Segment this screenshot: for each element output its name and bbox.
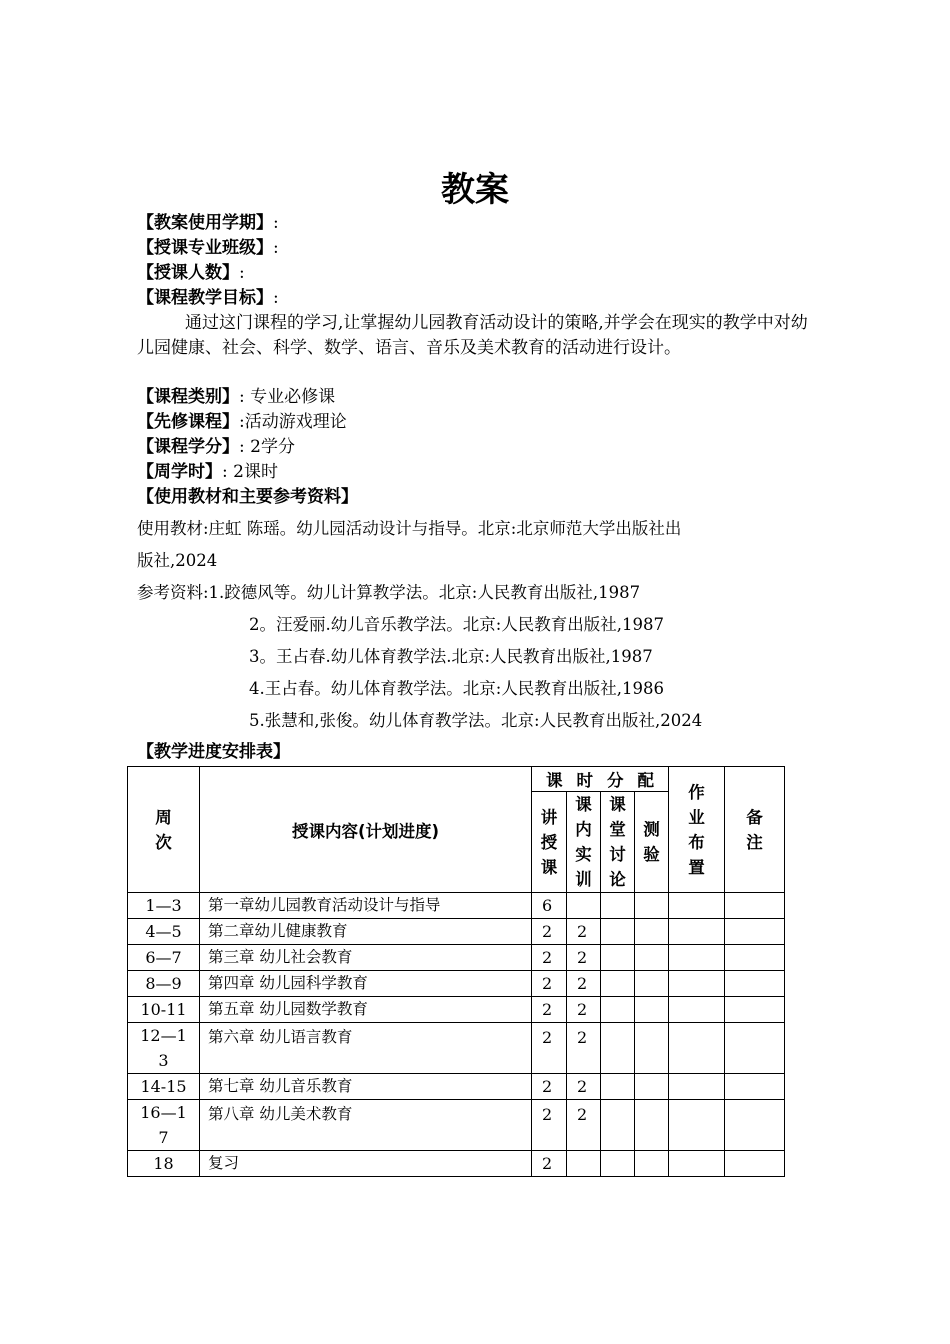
week-cell: 18 — [128, 1151, 200, 1177]
reference-5: 5.张慧和,张俊。幼儿体育教学法。北京:人民教育出版社,2024 — [249, 711, 703, 730]
distribution-header: 课时分配 — [532, 767, 669, 792]
table-row — [128, 945, 785, 971]
homework-header-cell — [669, 767, 725, 893]
table-row — [128, 1023, 785, 1074]
lecture-header: 讲授课 — [540, 807, 558, 877]
practice-cell — [567, 1151, 601, 1177]
test-cell — [635, 971, 669, 997]
count-sep: : — [239, 263, 245, 283]
semester-label: 【教案使用学期】 — [137, 213, 273, 233]
semester-sep: : — [273, 213, 279, 233]
objective-label: 【课程教学目标】 — [137, 288, 273, 308]
week-cell: 14-15 — [128, 1074, 200, 1100]
content-cell: 第五章 幼儿园数学教育 — [200, 997, 532, 1023]
schedule-heading — [137, 740, 290, 765]
lecture-cell: 2 — [532, 945, 567, 971]
materials-heading — [137, 485, 358, 510]
objective-sep: : — [273, 288, 279, 308]
test-header-cell — [635, 792, 669, 893]
hours-label: 【周学时】 — [137, 462, 222, 482]
lecture-cell: 2 — [532, 919, 567, 945]
prereq-label: 【先修课程】 — [137, 412, 239, 432]
textbook-line-2: 版社,2024 — [137, 551, 218, 570]
credit-line — [137, 435, 295, 460]
hours-line — [137, 460, 278, 485]
materials-label: 【使用教材和主要参考资料】 — [137, 487, 358, 507]
test-cell — [635, 919, 669, 945]
credit-label: 【课程学分】 — [137, 437, 239, 457]
homework-cell — [669, 945, 725, 971]
table-row — [128, 893, 785, 919]
practice-cell — [567, 893, 601, 919]
discussion-cell — [601, 919, 635, 945]
discussion-header-cell — [601, 792, 635, 893]
homework-cell — [669, 997, 725, 1023]
lecture-cell: 6 — [532, 893, 567, 919]
notes-cell — [725, 1023, 785, 1074]
reference-2: 2。汪爱丽.幼儿音乐教学法。北京:人民教育出版社,1987 — [249, 615, 665, 634]
week-cell: 12—13 — [128, 1023, 200, 1074]
homework-cell — [669, 919, 725, 945]
header-row — [128, 767, 785, 792]
notes-cell — [725, 971, 785, 997]
notes-cell — [725, 893, 785, 919]
lecture-cell: 2 — [532, 1074, 567, 1100]
schedule-heading-label: 【教学进度安排表】 — [137, 742, 290, 762]
homework-cell — [669, 1151, 725, 1177]
notes-header-cell — [725, 767, 785, 893]
discussion-cell — [601, 971, 635, 997]
week-cell: 16—17 — [128, 1100, 200, 1151]
notes-cell — [725, 919, 785, 945]
lecture-header-cell — [532, 792, 567, 893]
practice-cell: 2 — [567, 1023, 601, 1074]
week-cell: 8—9 — [128, 971, 200, 997]
practice-header: 课内实训 — [575, 795, 592, 889]
week-cell: 10-11 — [128, 997, 200, 1023]
page-title: 教案 — [441, 170, 509, 210]
week-header: 周次 — [155, 807, 172, 852]
table-row — [128, 1100, 785, 1151]
content-cell: 第七章 幼儿音乐教育 — [200, 1074, 532, 1100]
practice-cell: 2 — [567, 997, 601, 1023]
table-row — [128, 1151, 785, 1177]
practice-cell: 2 — [567, 971, 601, 997]
notes-cell — [725, 997, 785, 1023]
category-line — [137, 385, 335, 410]
test-cell — [635, 997, 669, 1023]
content-header: 授课内容(计划进度) — [200, 767, 532, 893]
reference-1: 参考资料:1.跤德风等。幼儿计算教学法。北京:人民教育出版社,1987 — [137, 583, 641, 602]
hours-value: : 2课时 — [222, 462, 278, 482]
textbook-line-1: 使用教材:庄虹 陈瑶。幼儿园活动设计与指导。北京:北京师范大学出版社出 — [137, 519, 682, 538]
notes-cell — [725, 1151, 785, 1177]
lecture-cell: 2 — [532, 1023, 567, 1074]
content-cell: 第六章 幼儿语言教育 — [200, 1023, 532, 1074]
content-cell: 复习 — [200, 1151, 532, 1177]
class-sep: : — [273, 238, 279, 258]
table-row — [128, 997, 785, 1023]
homework-header: 作业布置 — [688, 782, 705, 877]
discussion-cell — [601, 1151, 635, 1177]
week-cell: 4—5 — [128, 919, 200, 945]
schedule-table — [127, 766, 785, 1177]
test-cell — [635, 1151, 669, 1177]
homework-cell — [669, 1074, 725, 1100]
category-label: 【课程类别】 — [137, 387, 239, 407]
credit-value: : 2学分 — [239, 437, 295, 457]
table-row — [128, 1074, 785, 1100]
count-label: 【授课人数】 — [137, 263, 239, 283]
content-cell: 第三章 幼儿社会教育 — [200, 945, 532, 971]
lecture-cell: 2 — [532, 1100, 567, 1151]
discussion-cell — [601, 1100, 635, 1151]
reference-4: 4.王占春。幼儿体育教学法。北京:人民教育出版社,1986 — [249, 679, 665, 698]
prereq-line — [137, 410, 347, 435]
practice-cell: 2 — [567, 1100, 601, 1151]
test-cell — [635, 945, 669, 971]
homework-cell — [669, 893, 725, 919]
discussion-cell — [601, 1023, 635, 1074]
count-line — [137, 261, 245, 286]
discussion-cell — [601, 1074, 635, 1100]
content-cell: 第四章 幼儿园科学教育 — [200, 971, 532, 997]
practice-header-cell — [567, 792, 601, 893]
prereq-value: :活动游戏理论 — [239, 412, 347, 432]
lecture-cell: 2 — [532, 971, 567, 997]
notes-cell — [725, 1074, 785, 1100]
category-value: : 专业必修课 — [239, 387, 336, 407]
test-cell — [635, 893, 669, 919]
test-cell — [635, 1100, 669, 1151]
discussion-cell — [601, 945, 635, 971]
content-cell: 第八章 幼儿美术教育 — [200, 1100, 532, 1151]
homework-cell — [669, 1100, 725, 1151]
discussion-cell — [601, 893, 635, 919]
week-header-cell — [128, 767, 200, 893]
notes-cell — [725, 945, 785, 971]
lecture-cell: 2 — [532, 1151, 567, 1177]
practice-cell: 2 — [567, 1074, 601, 1100]
class-line — [137, 236, 279, 261]
table-row — [128, 919, 785, 945]
semester-line — [137, 211, 279, 236]
test-cell — [635, 1074, 669, 1100]
notes-cell — [725, 1100, 785, 1151]
lecture-cell: 2 — [532, 997, 567, 1023]
reference-3: 3。王占春.幼儿体育教学法.北京:人民教育出版社,1987 — [249, 647, 653, 666]
week-cell: 6—7 — [128, 945, 200, 971]
class-label: 【授课专业班级】 — [137, 238, 273, 258]
objective-text: 通过这门课程的学习,让掌握幼儿园教育活动设计的策略,并学会在现实的教学中对幼儿园健康、社会、科学、数学、语言、音乐及美术教育的活动进行设计。 — [137, 313, 808, 358]
objective-line — [137, 286, 279, 311]
homework-cell — [669, 1023, 725, 1074]
discussion-cell — [601, 997, 635, 1023]
table-row — [128, 971, 785, 997]
week-cell: 1—3 — [128, 893, 200, 919]
practice-cell: 2 — [567, 945, 601, 971]
test-cell — [635, 1023, 669, 1074]
test-header: 测验 — [643, 820, 660, 864]
notes-header: 备注 — [746, 807, 763, 852]
content-cell: 第二章幼儿健康教育 — [200, 919, 532, 945]
discussion-header: 课堂讨论 — [609, 795, 626, 889]
homework-cell — [669, 971, 725, 997]
content-cell: 第一章幼儿园教育活动设计与指导 — [200, 893, 532, 919]
practice-cell: 2 — [567, 919, 601, 945]
